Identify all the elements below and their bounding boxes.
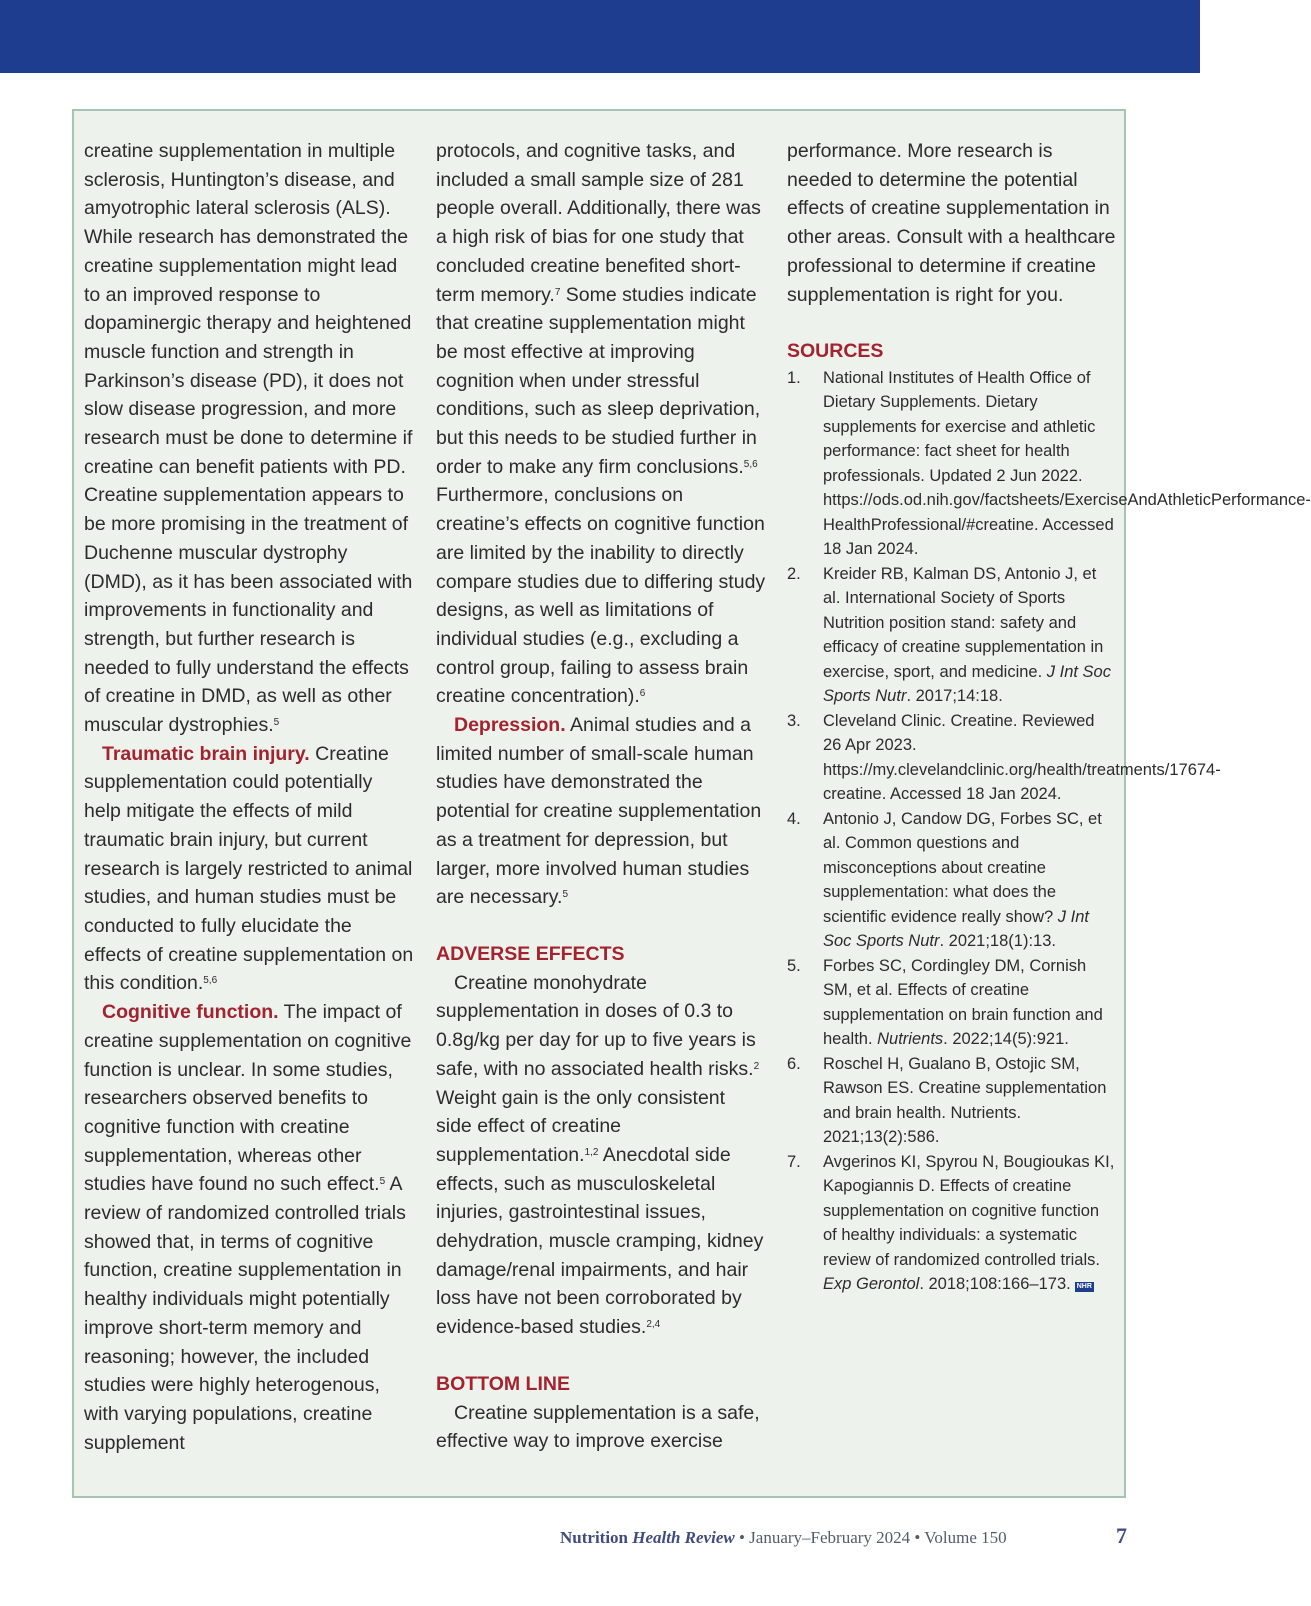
source-item: 6. Roschel H, Gualano B, Ostojic SM, Rawson ES. Creatine supplementation and brain health. Nutrients. 2021;13(2):586. (787, 1054, 1107, 1147)
paragraph-bottom-line: Creatine supplementation is a safe, effective way to improve exercise (436, 1401, 760, 1453)
source-item: 3. Cleveland Clinic. Creatine. Reviewed 26 Apr 2023. https://my.clevelandclinic.org/health/treatments/17674-creatine. Accessed 18 Jan 2024. (787, 711, 1221, 804)
paragraph-bottom-line-cont: performance. More research is needed to determine the potential effects of creatine supplementation in other areas. Consult with a healthcare professional to determine if creatine supplementation is right for you. (787, 140, 1116, 306)
issue-info: • January–February 2024 • Volume 150 (734, 1528, 1007, 1547)
header-bar (0, 0, 1200, 73)
run-in-head-depression: Depression. (454, 714, 566, 737)
column-2 (436, 137, 766, 1456)
page-number: 7 (1116, 1523, 1127, 1548)
source-item: 4. Antonio J, Candow DG, Forbes SC, et al. Common questions and misconceptions about creatine supplementation: what does the scientific evidence really show? J Int Soc Sports Nutr. 2021;18(1):13. (787, 809, 1102, 951)
sources-list (787, 366, 1311, 1297)
publication-name: Nutrition Health Review (560, 1528, 735, 1547)
heading-sources: SOURCES (787, 340, 884, 363)
run-in-head-cognitive: Cognitive function. (102, 1001, 279, 1024)
heading-bottom-line: BOTTOM LINE (436, 1372, 570, 1395)
article-panel (72, 109, 1311, 1498)
column-1 (84, 137, 414, 1457)
source-item: 5. Forbes SC, Cordingley DM, Cornish SM, et al. Effects of creatine supplementation on brain function and health. Nutrients. 2022;14(5):921. (787, 956, 1103, 1049)
run-in-head-tbi: Traumatic brain injury. (102, 742, 310, 765)
paragraph-cognitive-function: Cognitive function. The impact of creatine supplementation on cognitive function is unclear. In some studies, researchers observed benefits to cognitive function with creatine supplementation, whereas other studies have found no such effect.$^5$ A review of randomized controlled trials showed that, in terms of cognitive function, creatine supplementation in healthy individuals might potentially improve short-term memory and reasoning; however, the included studies were highly heterogenous, with varying populations, creatine supplement (84, 1001, 412, 1454)
source-item: 2. Kreider RB, Kalman DS, Antonio J, et al. International Society of Sports Nutrition position stand: safety and efficacy of creatine supplementation in exercise, sport, and medicine. J Int Soc Sports Nutr. 2017;14:18. (787, 564, 1111, 706)
paragraph-depression: Depression. Animal studies and a limited number of small-scale human studies have demonstrated the potential for creatine supplementation as a treatment for depression, but larger, more involved human studies are necessary.$^5$ (436, 714, 762, 909)
nhr-end-mark-icon: NHR (1076, 1283, 1092, 1291)
source-item: 1. National Institutes of Health Office of Dietary Supplements. Dietary supplements for exercise and athletic performance: fact sheet for health professionals. Updated 2 Jun 2022. https://ods.od.nih.gov/factsheets/ExerciseAndAthleticPerformance-HealthProfessional/#creatine. Accessed 18 Jan 2024. (787, 368, 1311, 559)
paragraph-intro: creatine supplementation in multiple sclerosis, Huntington’s disease, and amyotrophic lateral sclerosis (ALS). While research has demonstrated the creatine supplementation might lead to an improved response to dopaminergic therapy and heightened muscle function and strength in Parkinson’s disease (PD), it does not slow disease progression, and more research must be done to determine if creatine can benefit patients with PD. Creatine supplementation appears to be more promising in the treatment of Duchenne muscular dystrophy (DMD), as it has been associated with improvements in functionality and strength, but further research is needed to fully understand the effects of creatine in DMD, as well as other muscular dystrophies.$^5$ (84, 140, 413, 737)
heading-adverse-effects: ADVERSE EFFECTS (436, 942, 625, 965)
source-item: 7. Avgerinos KI, Spyrou N, Bougioukas KI, Kapogiannis D. Effects of creatine supplementation on cognitive function of healthy individuals: a systematic review of randomized controlled trials. Exp Gerontol. 2018;108:166–173. NHR (787, 1152, 1115, 1294)
column-3 (787, 137, 1311, 1297)
paragraph-adverse-effects: Creatine monohydrate supplementation in doses of 0.3 to 0.8g/kg per day for up to five years is safe, with no associated health risks.$^2$ Weight gain is the only consistent side effect of creatine supplementation.$^{1,2}$ Anecdotal side effects, such as musculoskeletal injuries, gastrointestinal issues, dehydration, muscle cramping, kidney damage/renal impairments, and hair loss have not been corroborated by evidence-based studies.$^{2,4}$ (436, 971, 764, 1339)
paragraph-cognitive-cont: protocols, and cognitive tasks, and included a small sample size of 281 people overall. Additionally, there was a high risk of bias for one study that concluded creatine benefited short-term memory.$^7$ Some studies indicate that creatine supplementation might be most effective at improving cognition when under stressful conditions, such as sleep deprivation, but this needs to be studied further in order to make any firm conclusions.$^{5,6}$ Furthermore, conclusions on creatine’s effects on cognitive function are limited by the inability to directly compare studies due to differing study designs, as well as limitations of individual studies (e.g., excluding a control group, failing to assess brain creatine concentration).$^6$ (436, 140, 766, 708)
paragraph-traumatic-brain-injury: Traumatic brain injury. Creatine supplementation could potentially help mitigate the effects of mild traumatic brain injury, but current research is largely restricted to animal studies, and human studies must be conducted to fully elucidate the effects of creatine supplementation on this condition.$^{5,6}$ (84, 742, 414, 995)
page-footer (560, 1528, 1007, 1548)
